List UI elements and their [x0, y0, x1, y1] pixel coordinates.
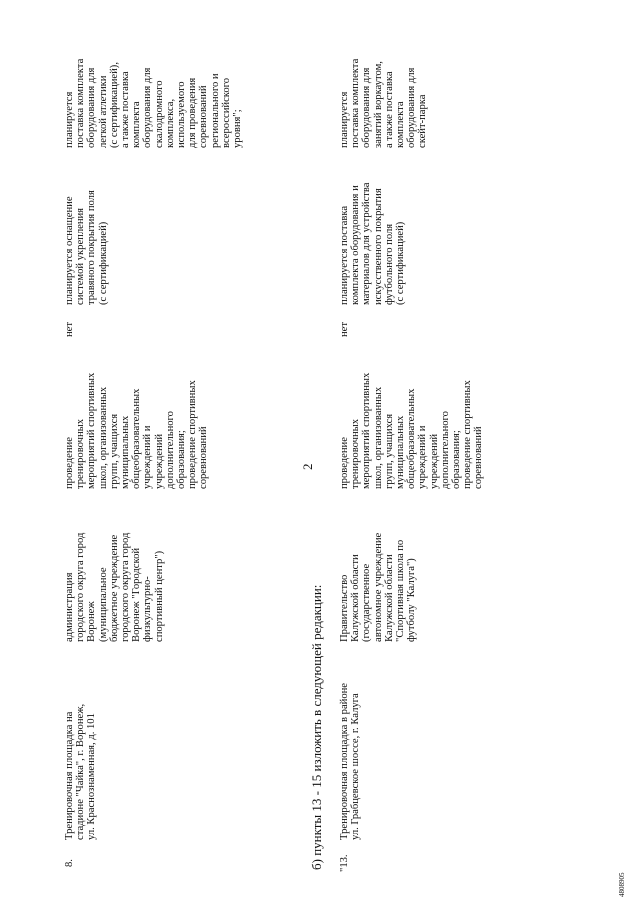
row-object-cell: Тренировочная площадка в районе ул. Грабцевское шоссе, г. Калуга [339, 683, 362, 840]
row-object-cell: Тренировочная площадка на стадионе "Чайка", г. Воронеж, ул. Краснознаменная, д. 101 [64, 703, 98, 840]
section-subheading: б) пункты 13 - 15 изложить в следующей редакции: [309, 584, 324, 870]
row-flag-cell: нет [64, 321, 75, 337]
row-equipment-cell: планируется поставка комплекта оборудования для легкой атлетики (с сертификацией), а также поставка комплекта оборудования для скалодромного комплекса, используемого для проведения соревнований регионального и всероссийского уровня"; [64, 58, 244, 148]
row-number: "13. [339, 854, 350, 872]
row-purpose-cell: проведение тренировочных мероприятий спортивных школ, организованных групп, учащихся муниципальных общеобразовательных учреждений и учреждений дополнительного образования; проведение спортивных соревнований [64, 372, 210, 489]
page-number: 2 [300, 463, 315, 470]
row-number: 8. [64, 859, 75, 867]
row-purpose-cell: проведение тренировочных мероприятий спортивных школ, организованных групп, учащихся муниципальных общеобразовательных учреждений и учреждений дополнительного образования; проведение спортивных соревнований [339, 372, 485, 489]
row-equipment-cell: планируется поставка комплекта оборудования для занятий воркаутом, а также поставка комплекта оборудования для скейт-парка [339, 58, 429, 148]
document-id: 4808905 [618, 872, 626, 897]
row-owner-cell: администрация городского округа город Воронеж (муниципальное бюджетное учреждение городского округа город Воронеж "Городской физкультурно- спортивный центр") [64, 532, 165, 642]
row-works-cell: планируется поставка комплекта оборудования и материалов для устройства искусственного покрытия футбольного поля (с сертификацией) [339, 182, 407, 305]
row-works-cell: планируется оснащение системой укрепления травяного покрытия поля (с сертификацией) [64, 190, 109, 305]
row-owner-cell: Правительство Калужской области (государственное автономное учреждение Калужской области "Спортивная школа по футболу "Калуга") [339, 532, 418, 642]
row-flag-cell: нет [339, 321, 350, 337]
